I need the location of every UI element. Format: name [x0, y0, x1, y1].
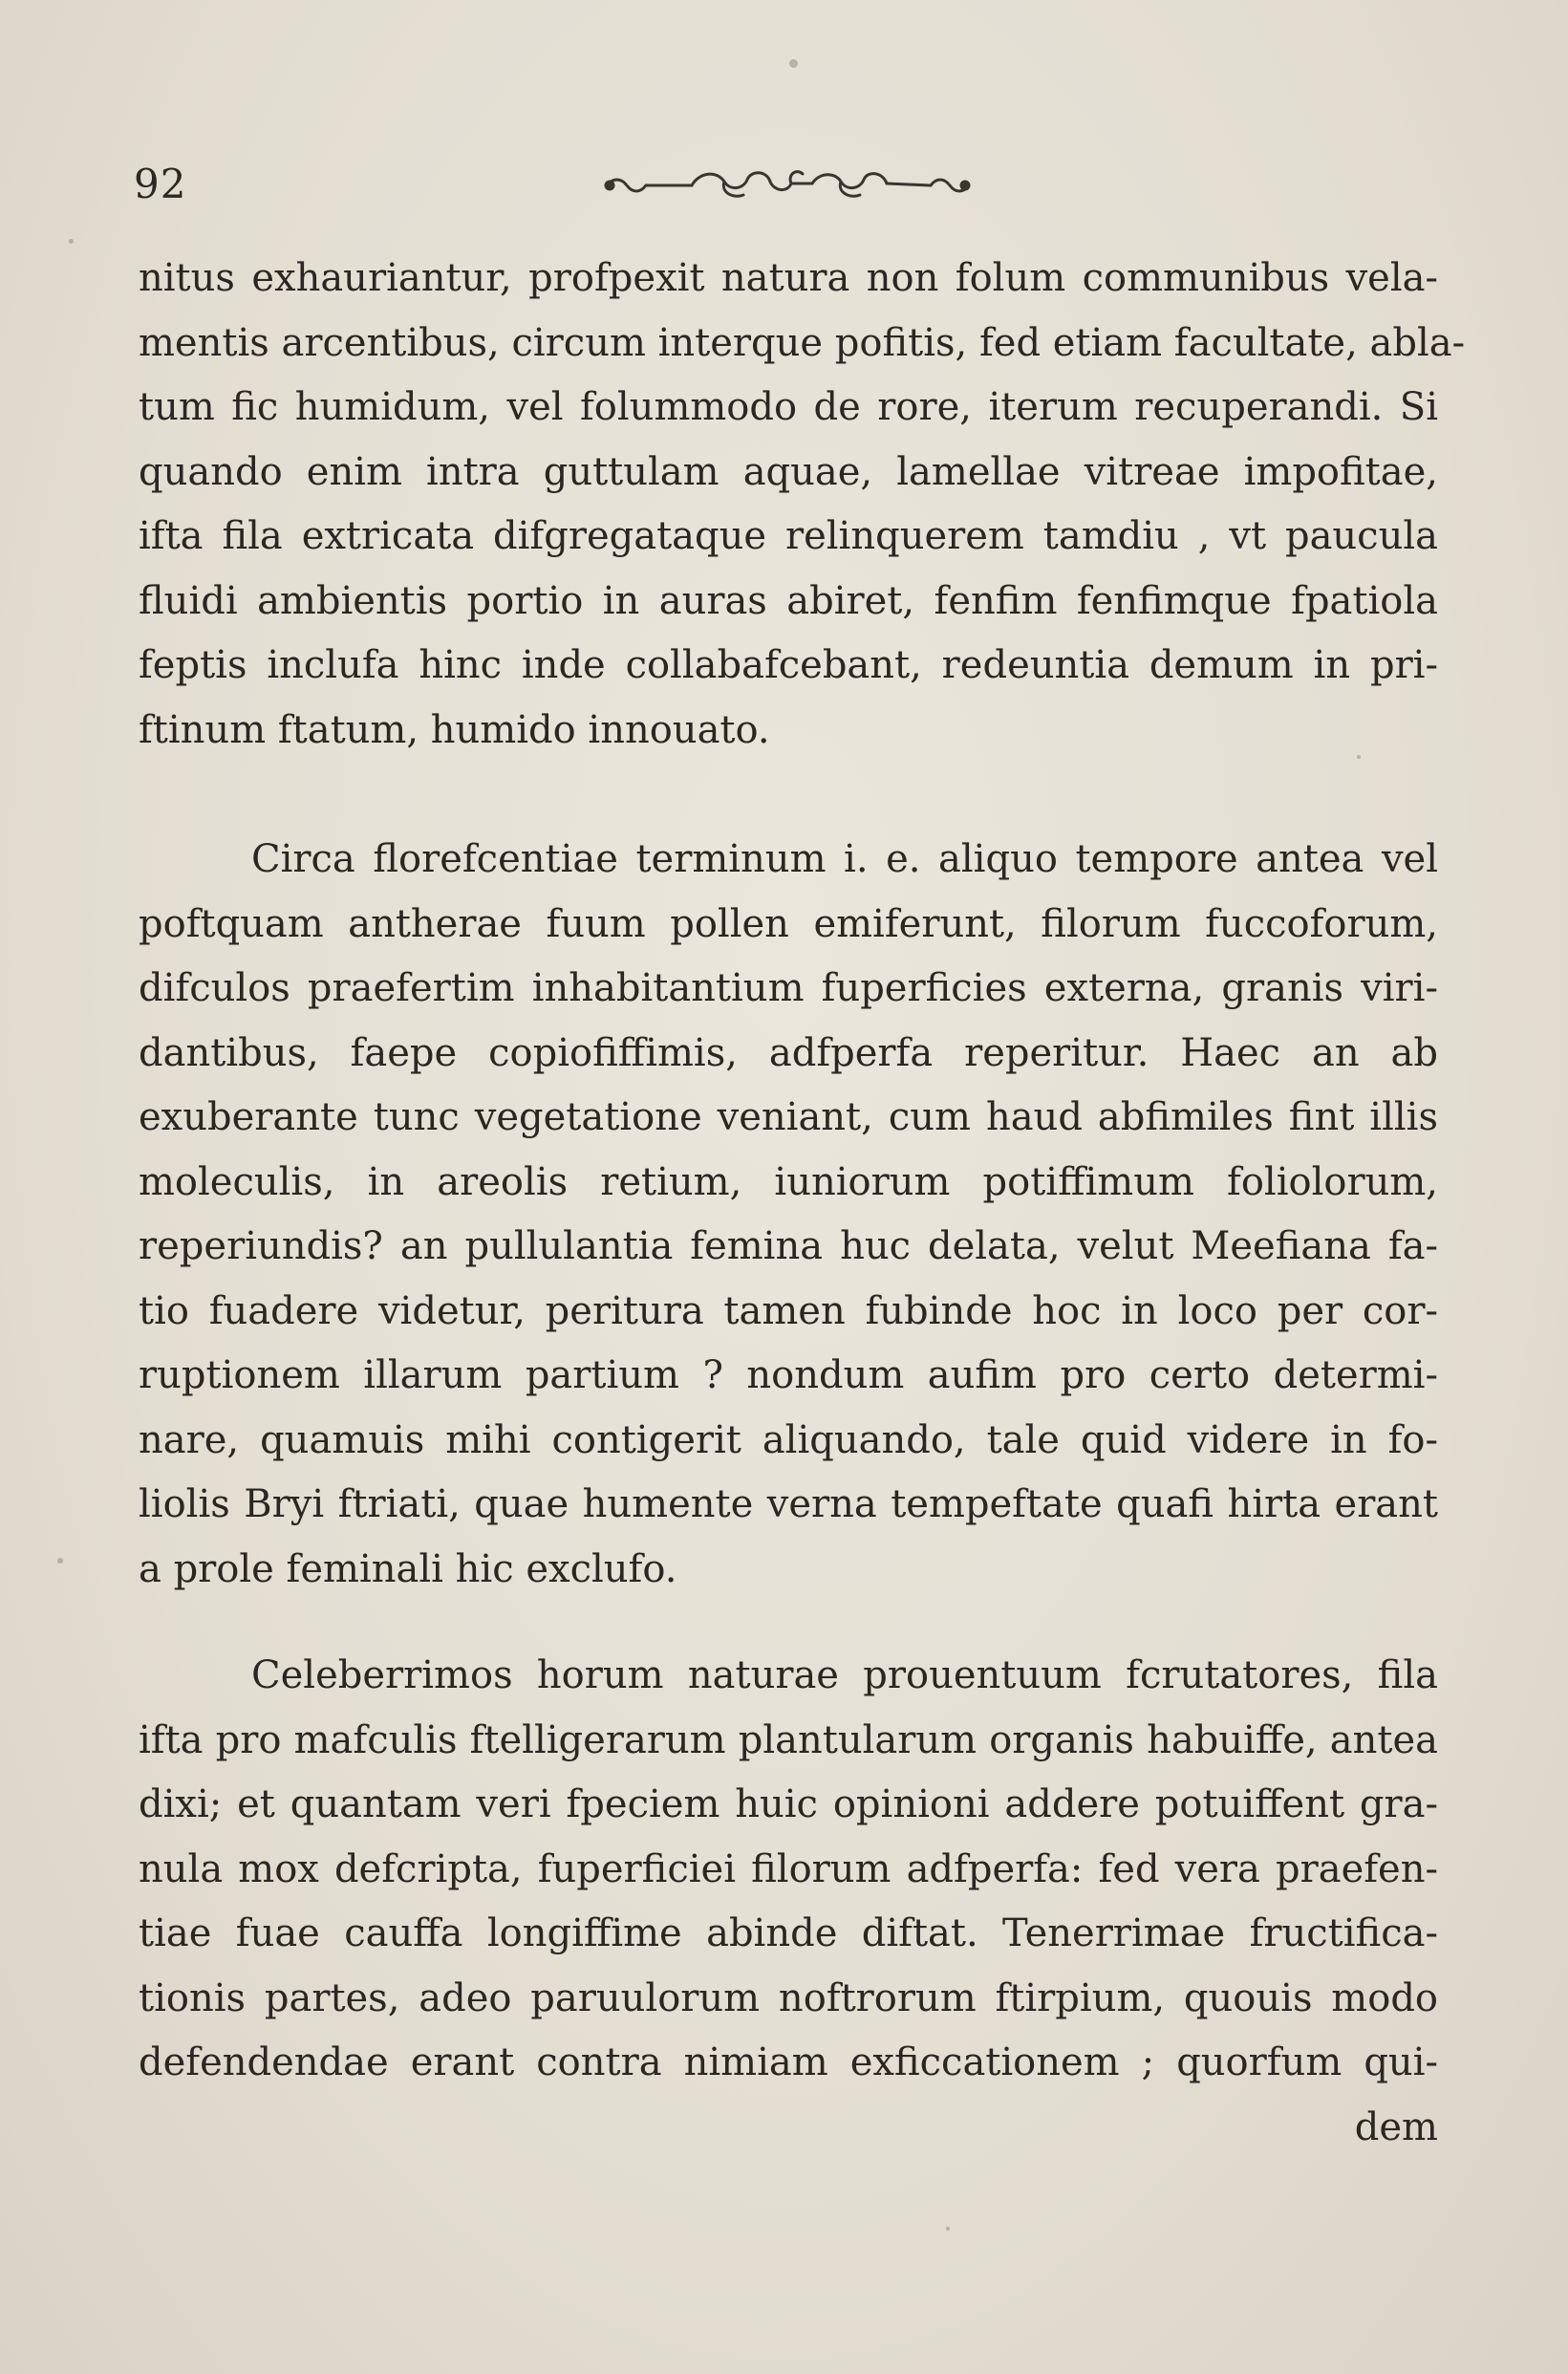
- paragraph-2: [139, 828, 1438, 1602]
- text-line: moleculis, in areolis retium, iuniorum potiffimum foliolorum,: [139, 1159, 1438, 1204]
- paper-speck: [946, 2227, 950, 2231]
- text-line: tum fic humidum, vel folummodo de rore, iterum recuperandi. Si: [139, 385, 1438, 429]
- text-line: tiae fuae cauffa longiffime abinde diftat. Tenerrimae fructifica-: [139, 1911, 1438, 1955]
- page-number: 92: [134, 161, 187, 207]
- catchword: dem: [1354, 2104, 1438, 2149]
- text-line: ifta pro mafculis ftelligerarum plantularum organis habuiffe, antea: [139, 1717, 1438, 1762]
- paper-speck: [1357, 755, 1361, 759]
- text-line: Celeberrimos horum naturae prouentuum fcrutatores, fila: [251, 1653, 1438, 1697]
- text-line: dantibus, faepe copiofiffimis, adfperfa reperitur. Haec an ab: [139, 1030, 1438, 1075]
- text-line: poftquam antherae fuum pollen emiferunt, filorum fuccoforum,: [139, 901, 1438, 946]
- text-line: defendendae erant contra nimiam exficcationem ; quorfum qui-: [139, 2040, 1438, 2084]
- text-line: dixi; et quantam veri fpeciem huic opinioni addere potuiffent gra-: [139, 1782, 1438, 1826]
- text-line: nare, quamuis mihi contigerit aliquando, tale quid videre in fo-: [139, 1417, 1438, 1462]
- paper-speck: [57, 1558, 63, 1564]
- text-line: a prole feminali hic exclufo.: [139, 1546, 677, 1591]
- text-line: tionis partes, adeo paruulorum noftrorum ftirpium, quouis modo: [139, 1975, 1438, 2020]
- text-line: reperiundis? an pullulantia femina huc delata, velut Meefiana fa-: [139, 1224, 1438, 1268]
- paragraph-3: [139, 1644, 1438, 2160]
- text-line: feptis inclufa hinc inde collabafcebant, redeuntia demum in pri-: [139, 643, 1438, 687]
- scroll-ornament-icon: [600, 161, 975, 210]
- paper-speck: [789, 59, 798, 68]
- text-line: nula mox defcripta, fuperficiei filorum adfperfa: fed vera praefen-: [139, 1846, 1438, 1891]
- text-line: ifta fila extricata difgregataque relinquerem tamdiu , vt paucula: [139, 514, 1438, 558]
- text-line: Circa florefcentiae terminum i. e. aliquo tempore antea vel: [251, 837, 1438, 881]
- text-line: ruptionem illarum partium ? nondum aufim pro certo determi-: [139, 1353, 1438, 1397]
- text-line: mentis arcentibus, circum interque pofitis, fed etiam facultate, abla-: [139, 320, 1466, 365]
- text-line: fluidi ambientis portio in auras abiret, fenfim fenfimque fpatiola: [139, 578, 1438, 623]
- text-line: difculos praefertim inhabitantium fuperficies externa, granis viri-: [139, 966, 1438, 1010]
- paragraph-1: [139, 247, 1466, 763]
- text-line: nitus exhauriantur, profpexit natura non folum communibus vela-: [139, 256, 1438, 300]
- text-line: tio fuadere videtur, peritura tamen fubinde hoc in loco per cor-: [139, 1288, 1438, 1333]
- text-line: liolis Bryi ftriati, quae humente verna tempeftate quafi hirta erant: [139, 1482, 1438, 1526]
- text-line: ftinum ftatum, humido innouato.: [139, 707, 770, 752]
- text-line: exuberante tunc vegetatione veniant, cum haud abfimiles fint illis: [139, 1095, 1438, 1139]
- text-line: quando enim intra guttulam aquae, lamellae vitreae impofitae,: [139, 449, 1438, 494]
- paper-speck: [69, 239, 74, 244]
